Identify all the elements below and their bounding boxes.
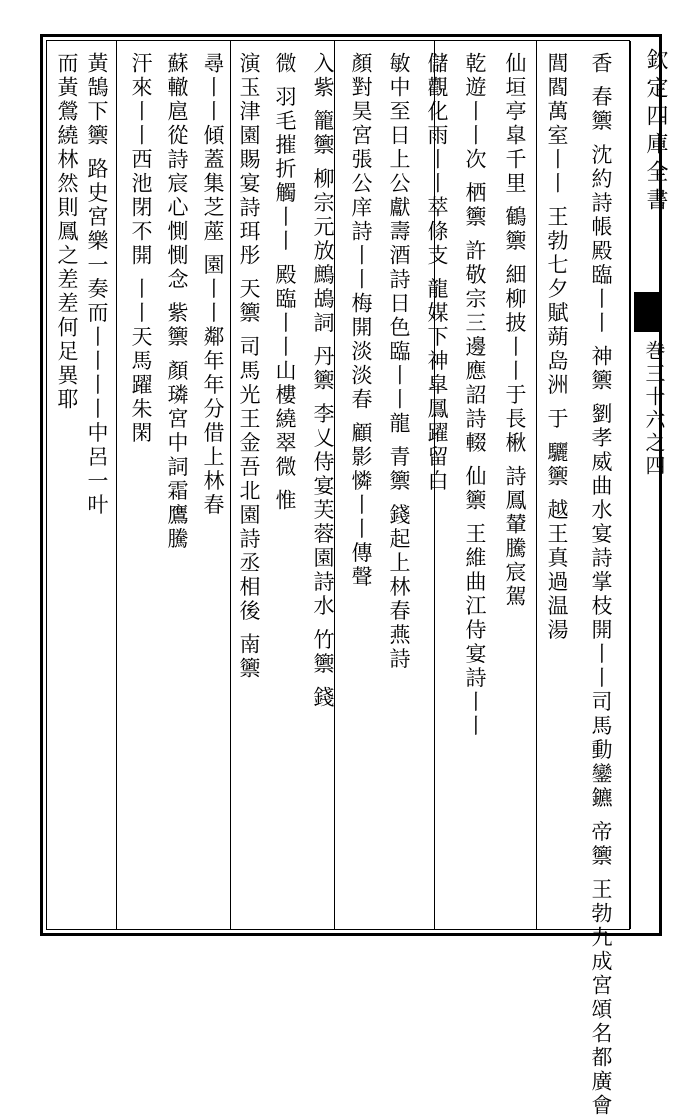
text-column-1: 香 春籞 沈約詩帳殿臨丨丨 神籞 劉孝威曲水宴詩掌枝開丨丨司馬動鑾鑣 帝籞 王勃九成宮頌名都廣會 [589, 52, 613, 1118]
text-column-10: 演玉津園賜宴詩珥彤 天籞 司馬光王金吾北園詩丞相後 南籞 [237, 52, 261, 682]
text-column-3: 仙垣亭皐千里 鶴籞 細柳披丨丨于長楸 詩鳳輦騰宸駕 [503, 52, 527, 610]
text-column-15: 而黃鶯繞林然則鳳之差差何足異耶 [55, 52, 79, 412]
text-column-12: 蘇轍扈從詩宸心惻惻念 紫籞 顏璘宮中詞霜鷹騰 [165, 52, 189, 552]
column-rule [230, 41, 231, 929]
text-column-2: 閭閻萬室丨丨 王勃七夕賦蒴𡷊洲 于 驪籞 越王真過温湯 [545, 52, 569, 643]
column-rule [630, 41, 631, 929]
text-column-6: 敏中至日上公獻壽酒詩日色臨丨丨龍 青籞 錢起上林春燕詩 [387, 52, 411, 672]
text-column-14: 黃鵠下籞 路史宮樂一奏而丨丨丨丨中呂一叶 [85, 52, 109, 518]
volume-label: 巻三十六之四 [642, 340, 666, 478]
text-column-9: 微 羽毛摧折觸丨丨 殿臨丨丨山樓繞翠微 惟 [273, 52, 297, 514]
text-column-11: 尋丨丨傾蓋集芝蓙 園丨丨鄰年年分借上林春 [201, 52, 225, 518]
column-rule [536, 41, 537, 929]
column-rule [116, 41, 117, 929]
text-column-13: 汗來丨丨西池閉不開 丨丨天馬躍朱閑 [129, 52, 153, 446]
fish-tail-mark [634, 292, 662, 332]
text-column-7: 顏對昊宮張公庠詩丨丨梅開淡淡春 顧影憐丨丨傳聲 [349, 52, 373, 590]
text-column-4: 乾遊丨丨次 栖籞 許敬宗三邊應詔詩輟 仙籞 王維曲江侍宴詩丨丨 [463, 52, 487, 739]
text-column-8: 入紫 籠籞 柳宗元放鷓鴣詞 丹籞 李乂侍宴芙蓉園詩水 竹籞 錢 [311, 52, 335, 711]
book-title: 欽定四庫全書 [643, 48, 668, 216]
text-column-5: 儲觀化雨丨丨萃條支 龍媒下神皐鳳躍留白 [425, 52, 449, 494]
